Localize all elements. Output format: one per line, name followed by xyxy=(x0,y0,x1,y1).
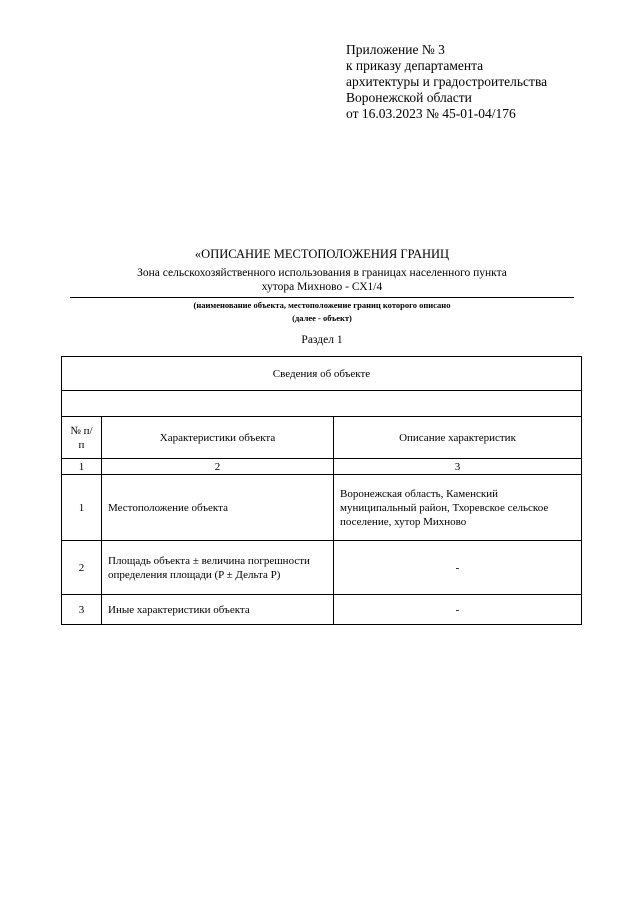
object-info-table xyxy=(61,356,582,625)
underline-rule xyxy=(70,297,574,298)
column-number: 3 xyxy=(334,459,582,475)
row-description: - xyxy=(334,541,582,595)
table-row xyxy=(62,475,582,541)
row-description: - xyxy=(334,595,582,625)
appendix-line: Воронежской области xyxy=(346,90,472,105)
caption-line-1: (наименование объекта, местоположение границ которого описано xyxy=(193,300,451,310)
table-header-row xyxy=(62,357,582,391)
row-characteristic: Местоположение объекта xyxy=(102,475,334,541)
row-number: 3 xyxy=(62,595,102,625)
appendix-line: архитектуры и градостроительства xyxy=(346,74,548,89)
row-number: 1 xyxy=(62,475,102,541)
caption-line-2: (далее - объект) xyxy=(292,313,352,323)
empty-cell xyxy=(62,391,582,417)
appendix-line: к приказу департамента xyxy=(346,58,484,73)
column-header-number: № п/п xyxy=(62,417,102,459)
appendix-line: от 16.03.2023 № 45-01-04/176 xyxy=(346,106,516,121)
zone-name-line-1: Зона сельскохозяйственного использования в границах населенного пункта xyxy=(137,267,507,279)
column-number: 1 xyxy=(62,459,102,475)
column-header-description: Описание характеристик xyxy=(334,417,582,459)
row-characteristic: Иные характеристики объекта xyxy=(102,595,334,625)
table-row xyxy=(62,595,582,625)
title-block xyxy=(62,247,582,347)
section-label: Раздел 1 xyxy=(301,334,343,346)
table-header: Сведения об объекте xyxy=(62,357,582,391)
row-description: Воронежская область, Каменский муниципальный район, Тхоревское сельское поселение, хутор Михново xyxy=(334,475,582,541)
row-number: 2 xyxy=(62,541,102,595)
table-row xyxy=(62,541,582,595)
zone-name-line-2: хутора Михново - СХ1/4 xyxy=(261,281,383,293)
document-title: «ОПИСАНИЕ МЕСТОПОЛОЖЕНИЯ ГРАНИЦ xyxy=(194,247,450,261)
appendix-reference xyxy=(346,42,547,122)
column-number: 2 xyxy=(102,459,334,475)
appendix-line: Приложение № 3 xyxy=(346,42,445,57)
table-column-header-row xyxy=(62,417,582,459)
table-numbering-row xyxy=(62,459,582,475)
column-header-characteristic: Характеристики объекта xyxy=(102,417,334,459)
table-empty-row xyxy=(62,391,582,417)
row-characteristic: Площадь объекта ± величина погрешности определения площади (P ± Дельта P) xyxy=(102,541,334,595)
